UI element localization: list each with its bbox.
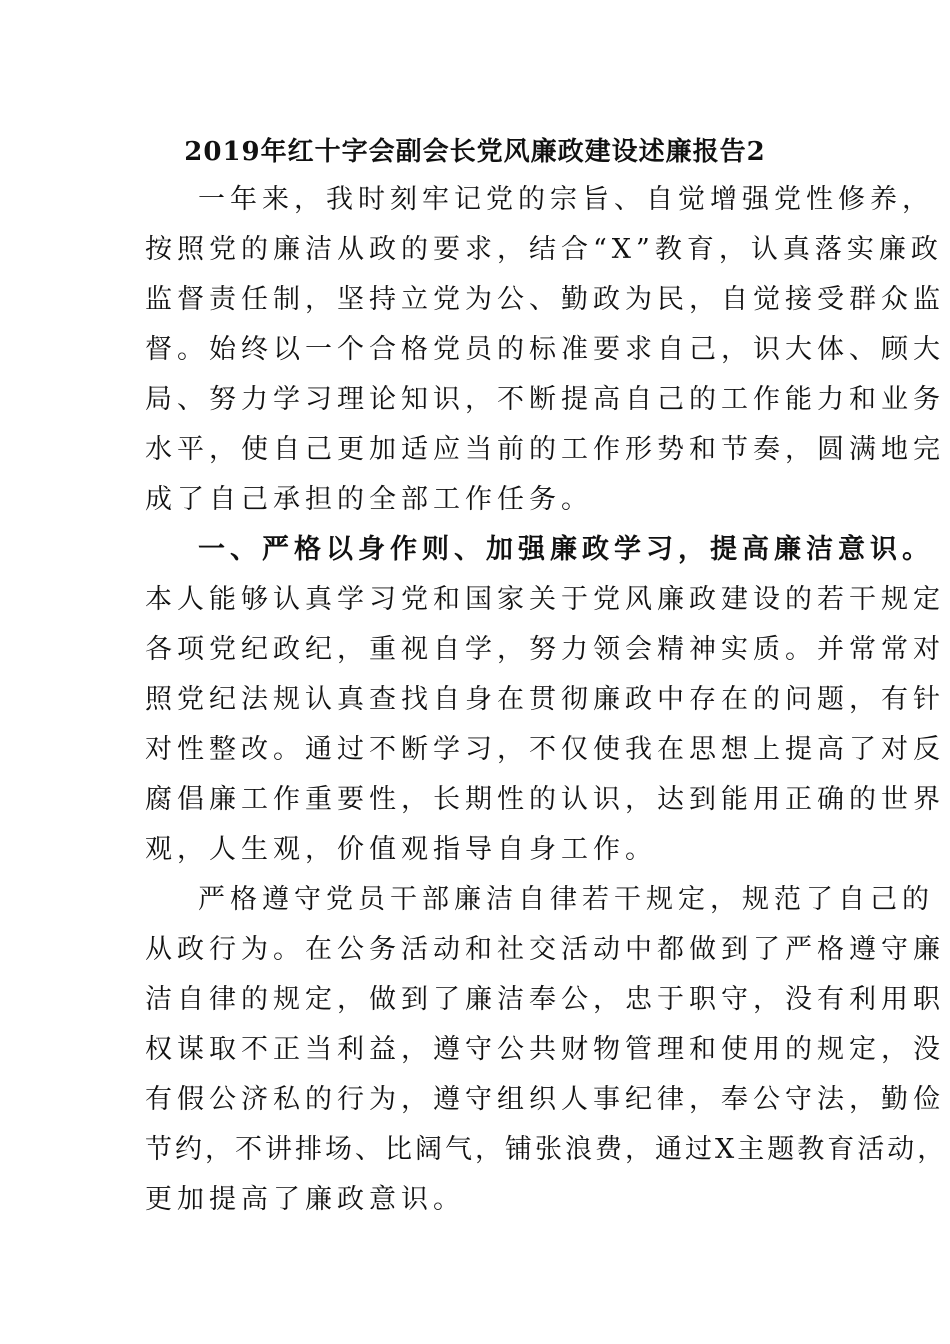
paragraph-3-line-5: 有假公济私的行为，遵守组织人事纪律，奉公守法，勤俭: [145, 1084, 945, 1115]
paragraph-3-line-4: 权谋取不正当利益，遵守公共财物管理和使用的规定，没: [145, 1034, 945, 1065]
paragraph-1-line-2: 按照党的廉洁从政的要求，结合“X”教育，认真落实廉政: [145, 234, 943, 265]
paragraph-1-line-5: 局、努力学习理论知识，不断提高自己的工作能力和业务: [145, 384, 945, 415]
section-heading-1: 一、严格以身作则、加强廉政学习，提高廉洁意识。: [198, 534, 934, 565]
paragraph-1-line-3: 监督责任制，坚持立党为公、勤政为民，自觉接受群众监: [145, 284, 945, 315]
paragraph-2-line-1: 本人能够认真学习党和国家关于党风廉政建设的若干规定: [145, 584, 945, 615]
paragraph-2-line-4: 对性整改。通过不断学习，不仅使我在思想上提高了对反: [145, 734, 945, 765]
paragraph-3-line-6: 节约，不讲排场、比阔气，铺张浪费，通过X主题教育活动，: [145, 1134, 948, 1165]
document-title: 2019年红十字会副会长党风廉政建设述廉报告2: [184, 137, 766, 167]
paragraph-1-line-1: 一年来，我时刻牢记党的宗旨、自觉增强党性修养，: [198, 184, 934, 215]
paragraph-1-line-7: 成了自己承担的全部工作任务。: [145, 484, 593, 515]
paragraph-2-line-5: 腐倡廉工作重要性，长期性的认识，达到能用正确的世界: [145, 784, 945, 815]
paragraph-1-line-6: 水平，使自己更加适应当前的工作形势和节奏，圆满地完: [145, 434, 945, 465]
paragraph-2-line-3: 照党纪法规认真查找自身在贯彻廉政中存在的问题，有针: [145, 684, 945, 715]
paragraph-3-line-1: 严格遵守党员干部廉洁自律若干规定，规范了自己的: [198, 884, 934, 915]
paragraph-3-line-3: 洁自律的规定，做到了廉洁奉公，忠于职守，没有利用职: [145, 984, 945, 1015]
paragraph-2-line-6: 观，人生观，价值观指导自身工作。: [145, 834, 657, 865]
paragraph-2-line-2: 各项党纪政纪，重视自学，努力领会精神实质。并常常对: [145, 634, 945, 665]
paragraph-3-line-2: 从政行为。在公务活动和社交活动中都做到了严格遵守廉: [145, 934, 945, 965]
paragraph-3-line-7: 更加提高了廉政意识。: [145, 1184, 465, 1215]
paragraph-1-line-4: 督。始终以一个合格党员的标准要求自己，识大体、顾大: [145, 334, 945, 365]
